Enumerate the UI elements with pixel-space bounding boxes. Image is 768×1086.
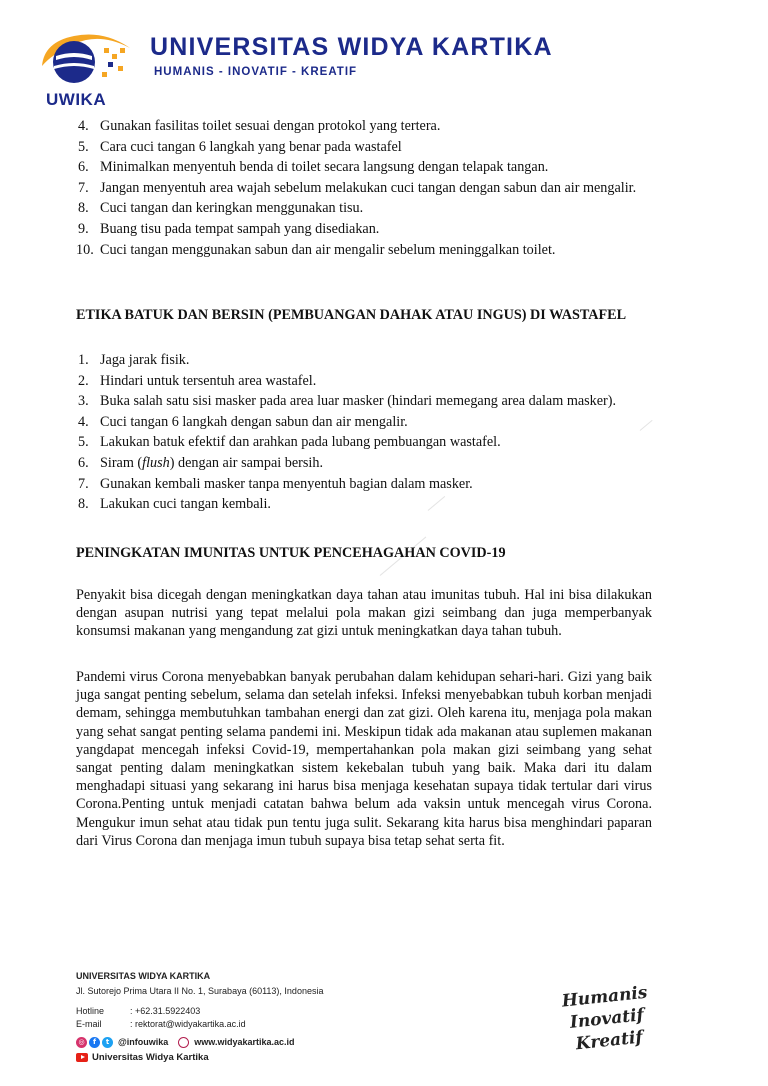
footer-university-name: UNIVERSITAS WIDYA KARTIKA (76, 971, 211, 981)
list-text: Lakukan cuci tangan kembali. (100, 496, 271, 513)
list-text: Gunakan fasilitas toilet sesuai dengan protokol yang tertera. (100, 118, 441, 134)
list-text: Cuci tangan dan keringkan menggunakan tisu. (100, 200, 364, 217)
footer-address: Jl. Sutorejo Prima Utara II No. 1, Surabaya (60113), Indonesia (76, 986, 324, 996)
list-item (78, 219, 673, 240)
list-text: Cuci tangan menggunakan sabun dan air mengalir sebelum meninggalkan toilet. (100, 241, 556, 258)
youtube-channel[interactable]: Universitas Widya Kartika (92, 1052, 209, 1063)
list-text-italic: flush (142, 454, 170, 471)
list-text: Cara cuci tangan 6 langkah yang benar pada wastafel (100, 138, 402, 155)
facebook-icon[interactable]: f (89, 1037, 100, 1048)
university-name: UNIVERSITAS WIDYA KARTIKA (150, 33, 553, 61)
list-number: 4. (78, 413, 89, 430)
list-item (78, 453, 678, 474)
paragraph-imunitas-1: Penyakit bisa dicegah dengan meningkatkan daya tahan atau imunitas tubuh. Hal ini bisa dilakukan dengan asupan nutrisi yang tepat melalui pola makan gizi seimbang dan juga memperbanyak konsumsi makanan yang mengandung zat gizi untuk meningkatkan daya tahan tubuh. (76, 587, 652, 640)
footer-email-label: E-mail (76, 1019, 102, 1029)
website-link[interactable]: www.widyakartika.ac.id (194, 1037, 295, 1047)
list-item (78, 494, 678, 515)
list-number: 5. (78, 138, 89, 155)
list-text: Lakukan batuk efektif dan arahkan pada lubang pembuangan wastafel. (100, 434, 501, 451)
social-handle[interactable]: @infouwika (118, 1037, 169, 1047)
list-text-after: ) dengan air sampai bersih. (169, 454, 324, 471)
list-item (78, 371, 678, 392)
list-number: 2. (78, 372, 89, 389)
section-heading-etika: ETIKA BATUK DAN BERSIN (PEMBUANGAN DAHAK ATAU INGUS) DI WASTAFEL (76, 307, 627, 323)
list-text: Buka salah satu sisi masker pada area luar masker (hindari memegang area dalam masker). (100, 393, 617, 410)
list-item (78, 116, 673, 137)
list-item (78, 178, 673, 199)
list-item (78, 137, 673, 158)
list-text: Minimalkan menyentuh benda di toilet secara langsung dengan telapak tangan. (100, 159, 549, 176)
twitter-icon[interactable]: t (102, 1037, 113, 1048)
list-item (78, 412, 678, 433)
instagram-icon[interactable]: ◎ (76, 1037, 87, 1048)
logo-text: UWIKA (46, 90, 107, 109)
footer-hotline-label: Hotline (76, 1006, 105, 1016)
list-item (78, 240, 673, 261)
footer-email-value: : rektorat@widyakartika.ac.id (130, 1019, 246, 1029)
list-number: 8. (78, 200, 89, 217)
list-text: Jangan menyentuh area wajah sebelum melakukan cuci tangan dengan sabun dan air mengalir. (100, 179, 637, 196)
toilet-protocol-list (78, 116, 673, 260)
list-text: Buang tisu pada tempat sampah yang disediakan. (100, 220, 380, 237)
list-number: 4. (78, 118, 89, 134)
list-item (78, 474, 678, 495)
list-number: 3. (78, 393, 89, 410)
section-heading-imunitas: PENINGKATAN IMUNITAS UNTUK PENCEHAGAHAN COVID-19 (76, 545, 506, 561)
university-tagline: HUMANIS - INOVATIF - KREATIF (154, 66, 358, 78)
list-text: Gunakan kembali masker tanpa menyentuh bagian dalam masker. (100, 475, 473, 492)
list-number: 6. (78, 159, 89, 176)
list-text: Jaga jarak fisik. (100, 352, 190, 368)
footer-social-row (76, 1035, 295, 1049)
list-text-before: Siram ( (100, 454, 143, 471)
script-word: Humanis (561, 982, 649, 1012)
list-number: 6. (78, 454, 89, 471)
list-item (78, 432, 678, 453)
list-item (78, 391, 678, 412)
list-number: 9. (78, 220, 89, 237)
list-text: Hindari untuk tersentuh area wastafel. (100, 372, 317, 389)
paragraph-imunitas-2: Pandemi virus Corona menyebabkan banyak perubahan dalam kehidupan sehari-hari. Gizi yang baik juga sangat penting sebelum, selama dan setelah infeksi. Infeksi menyebabkan tubuh korban menjadi demam, sehingga membutuhkan tambahan energi dan zat gizi. Oleh karena itu, menjaga pola makan yang sehat sangat penting selama pandemi ini. Meskipun tidak ada makanan atau suplemen makanan yangdapat mencegah infeksi Covid-19, mempertahankan pola makan gizi seimbang yang sehat sangat penting dalam meningkatkan sistem kekebalan tubuh yang baik. Maka dari itu dalam menghadapi situasi yang sekarang ini harus bisa menjaga kesehatan supaya tidak tertular dari virus Corona.Penting untuk menjadi catatan bahwa belum ada vaksin untuk mencegah virus Corona. Mengukur imun sehat atau tidak pun tentu juga sulit. Sekarang kita harus bisa menghindari paparan dari Virus Corona dan menjaga imun tubuh supaya bisa tetap sehat serta fit. (76, 669, 652, 849)
footer-hotline-value: : +62.31.5922403 (130, 1006, 201, 1016)
list-text: Cuci tangan 6 langkah dengan sabun dan air mengalir. (100, 413, 408, 430)
list-item (78, 198, 673, 219)
list-number: 10. (76, 241, 94, 258)
script-motto (561, 982, 653, 1057)
globe-icon (178, 1037, 189, 1048)
cough-etiquette-list (78, 350, 678, 515)
list-number: 8. (78, 496, 89, 513)
list-item (78, 350, 678, 371)
script-word: Kreatif (574, 1027, 644, 1055)
list-number: 7. (78, 475, 89, 492)
list-number: 7. (78, 179, 89, 196)
list-number: 1. (78, 352, 89, 368)
youtube-icon[interactable] (76, 1053, 88, 1062)
uwika-logo-icon (34, 22, 138, 90)
script-word: Inovatif (569, 1005, 646, 1033)
list-number: 5. (78, 434, 89, 451)
footer-youtube-row (76, 1052, 209, 1063)
list-item (78, 157, 673, 178)
